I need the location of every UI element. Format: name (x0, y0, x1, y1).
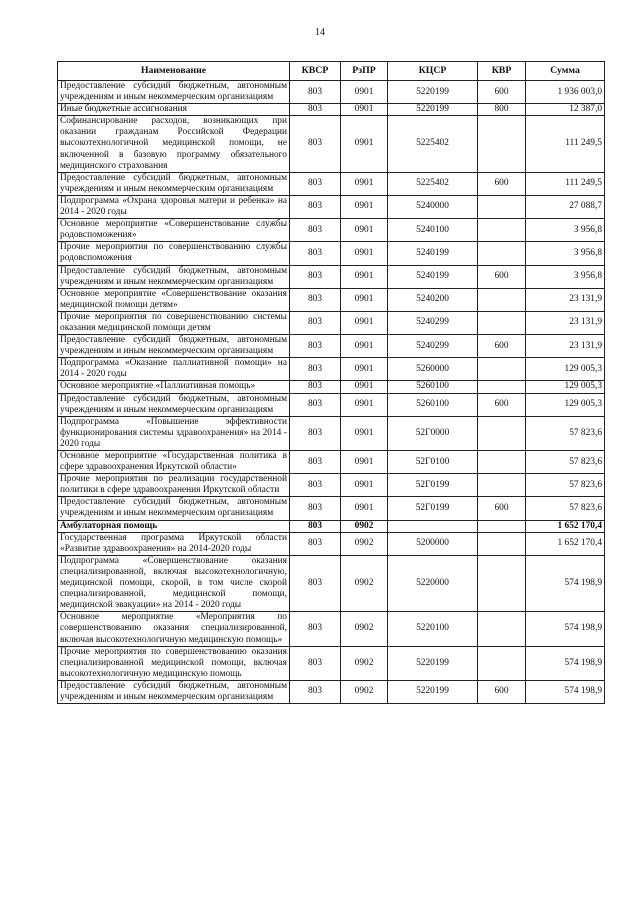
cell-kvsr: 803 (290, 520, 341, 532)
cell-kcsr: 5220000 (388, 555, 478, 611)
header-name: Наименование (58, 62, 290, 81)
cell-name: Прочие мероприятия по совершенствованию системы оказания медицинской помощи детям (58, 311, 290, 334)
cell-kvsr: 803 (290, 646, 341, 680)
cell-kvsr: 803 (290, 416, 341, 450)
cell-kcsr: 5225402 (388, 172, 478, 195)
cell-rzpr: 0902 (341, 520, 388, 532)
cell-kvsr: 803 (290, 612, 341, 646)
table-row (58, 81, 605, 104)
cell-kvr: 600 (478, 265, 526, 288)
cell-rzpr: 0901 (341, 265, 388, 288)
header-kvsr: КВСР (290, 62, 341, 81)
cell-kcsr: 5200000 (388, 532, 478, 555)
table-row (58, 555, 605, 611)
cell-name: Основное мероприятие «Паллиативная помощь» (58, 381, 290, 393)
cell-kvr (478, 646, 526, 680)
cell-sum: 574 198,9 (526, 612, 605, 646)
cell-kvsr: 803 (290, 116, 341, 172)
cell-name: Подпрограмма «Охрана здоровья матери и ребенка» на 2014 - 2020 годы (58, 195, 290, 218)
cell-kcsr: 5240100 (388, 219, 478, 242)
cell-kvsr: 803 (290, 451, 341, 474)
cell-kvsr: 803 (290, 81, 341, 104)
cell-sum: 1 652 170,4 (526, 520, 605, 532)
cell-kcsr: 5240299 (388, 311, 478, 334)
cell-kvr (478, 219, 526, 242)
cell-sum: 23 131,9 (526, 335, 605, 358)
cell-kvsr: 803 (290, 288, 341, 311)
header-rzpr: РзПР (341, 62, 388, 81)
cell-sum: 574 198,9 (526, 555, 605, 611)
cell-rzpr: 0901 (341, 497, 388, 520)
cell-kvr (478, 242, 526, 265)
table-row (58, 393, 605, 416)
cell-name: Основное мероприятие «Государственная политика в сфере здравоохранения Иркутской области» (58, 451, 290, 474)
cell-kcsr: 5240299 (388, 335, 478, 358)
cell-kvr (478, 381, 526, 393)
cell-sum: 3 956,8 (526, 242, 605, 265)
cell-kcsr: 5240000 (388, 195, 478, 218)
cell-rzpr: 0902 (341, 555, 388, 611)
cell-kvsr: 803 (290, 311, 341, 334)
cell-name: Предоставление субсидий бюджетным, автономным учреждениям и иным некоммерческим организациям (58, 81, 290, 104)
cell-rzpr: 0901 (341, 172, 388, 195)
table-row (58, 416, 605, 450)
cell-kvr (478, 451, 526, 474)
cell-name: Предоставление субсидий бюджетным, автономным учреждениям и иным некоммерческим организациям (58, 265, 290, 288)
cell-kcsr: 5220199 (388, 81, 478, 104)
cell-kvsr: 803 (290, 555, 341, 611)
cell-kcsr: 52Г0199 (388, 497, 478, 520)
cell-name: Предоставление субсидий бюджетным, автономным учреждениям и иным некоммерческим организациям (58, 680, 290, 703)
cell-kvr (478, 532, 526, 555)
cell-kvr (478, 116, 526, 172)
cell-rzpr: 0901 (341, 358, 388, 381)
cell-name: Основное мероприятие «Совершенствование оказания медицинской помощи детям» (58, 288, 290, 311)
table-row (58, 172, 605, 195)
table-row (58, 116, 605, 172)
budget-table (57, 61, 605, 704)
cell-rzpr: 0902 (341, 646, 388, 680)
cell-kvsr: 803 (290, 104, 341, 116)
cell-name: Основное мероприятие «Совершенствование службы родовспоможения» (58, 219, 290, 242)
cell-kvsr: 803 (290, 172, 341, 195)
cell-rzpr: 0902 (341, 680, 388, 703)
table-row (58, 680, 605, 703)
cell-kvr (478, 288, 526, 311)
table-row (58, 381, 605, 393)
cell-sum: 111 249,5 (526, 116, 605, 172)
cell-rzpr: 0901 (341, 311, 388, 334)
table-row (58, 311, 605, 334)
cell-name: Прочие мероприятия по реализации государственной политики в сфере здравоохранения Иркутской области (58, 474, 290, 497)
page-number: 14 (315, 27, 325, 38)
cell-rzpr: 0901 (341, 474, 388, 497)
cell-name: Предоставление субсидий бюджетным, автономным учреждениям и иным некоммерческим организациям (58, 335, 290, 358)
cell-rzpr: 0901 (341, 288, 388, 311)
cell-name: Софинансирование расходов, возникающих при оказании гражданам Российской Федерации высокотехнологичной медицинской помощи, не включенной в базовую программу обязательного медицинского страхования (58, 116, 290, 172)
cell-kvr (478, 358, 526, 381)
cell-kvsr: 803 (290, 195, 341, 218)
cell-sum: 57 823,6 (526, 497, 605, 520)
cell-kvsr: 803 (290, 497, 341, 520)
cell-kvsr: 803 (290, 393, 341, 416)
header-kcsr: КЦСР (388, 62, 478, 81)
table-header-row (58, 62, 605, 81)
cell-rzpr: 0902 (341, 532, 388, 555)
table-row (58, 451, 605, 474)
cell-name: Подпрограмма «Повышение эффективности функционирования системы здравоохранения» на 2014 - 2020 годы (58, 416, 290, 450)
cell-kcsr: 5225402 (388, 116, 478, 172)
cell-kvr: 600 (478, 497, 526, 520)
cell-kvr (478, 555, 526, 611)
cell-sum: 23 131,9 (526, 288, 605, 311)
cell-kcsr: 5240199 (388, 265, 478, 288)
cell-kvsr: 803 (290, 242, 341, 265)
table-body (58, 81, 605, 704)
cell-sum: 129 005,3 (526, 393, 605, 416)
cell-name: Подпрограмма «Оказание паллиативной помощи» на 2014 - 2020 годы (58, 358, 290, 381)
cell-name: Подпрограмма «Совершенствование оказания специализированной, включая высокотехнологичную, медицинской помощи, скорой, в том числе скорой специализированной, медицинской помощи, медицинской эвакуации» на 2014 - 2020 годы (58, 555, 290, 611)
cell-kvsr: 803 (290, 358, 341, 381)
cell-rzpr: 0901 (341, 393, 388, 416)
cell-rzpr: 0901 (341, 416, 388, 450)
cell-rzpr: 0901 (341, 219, 388, 242)
cell-sum: 1 652 170,4 (526, 532, 605, 555)
cell-kcsr: 5260000 (388, 358, 478, 381)
cell-sum: 57 823,6 (526, 474, 605, 497)
cell-kvr (478, 311, 526, 334)
cell-kvr (478, 474, 526, 497)
cell-kvsr: 803 (290, 680, 341, 703)
cell-sum: 3 956,8 (526, 265, 605, 288)
cell-name: Иные бюджетные ассигнования (58, 104, 290, 116)
cell-sum: 574 198,9 (526, 680, 605, 703)
cell-kvsr: 803 (290, 219, 341, 242)
table-row (58, 474, 605, 497)
cell-kcsr: 5260100 (388, 381, 478, 393)
cell-sum: 57 823,6 (526, 451, 605, 474)
header-sum: Сумма (526, 62, 605, 81)
cell-kvsr: 803 (290, 474, 341, 497)
cell-sum: 1 936 003,0 (526, 81, 605, 104)
table-row (58, 219, 605, 242)
header-kvr: КВР (478, 62, 526, 81)
cell-rzpr: 0901 (341, 104, 388, 116)
table-row (58, 288, 605, 311)
cell-kvsr: 803 (290, 381, 341, 393)
cell-rzpr: 0901 (341, 381, 388, 393)
table-row (58, 646, 605, 680)
cell-kcsr: 52Г0100 (388, 451, 478, 474)
cell-name: Предоставление субсидий бюджетным, автономным учреждениям и иным некоммерческим организациям (58, 393, 290, 416)
cell-name: Прочие мероприятия по совершенствованию оказания специализированной медицинской помощи, включая высокотехнологичную медицинскую помощь (58, 646, 290, 680)
cell-kvr: 600 (478, 81, 526, 104)
cell-rzpr: 0901 (341, 451, 388, 474)
cell-name: Прочие мероприятия по совершенствованию службы родовспоможения (58, 242, 290, 265)
cell-kvr (478, 520, 526, 532)
cell-kvr (478, 612, 526, 646)
cell-rzpr: 0901 (341, 195, 388, 218)
cell-kcsr: 5220100 (388, 612, 478, 646)
table-row (58, 242, 605, 265)
table-row (58, 497, 605, 520)
cell-sum: 23 131,9 (526, 311, 605, 334)
cell-kcsr: 52Г0000 (388, 416, 478, 450)
table-row (58, 335, 605, 358)
cell-sum: 3 956,8 (526, 219, 605, 242)
cell-kvsr: 803 (290, 265, 341, 288)
table-row (58, 104, 605, 116)
cell-kcsr: 5260100 (388, 393, 478, 416)
cell-sum: 129 005,3 (526, 381, 605, 393)
cell-sum: 574 198,9 (526, 646, 605, 680)
cell-name: Основное мероприятие «Мероприятия по совершенствованию оказания специализированной, включая высокотехнологичную медицинскую помощь» (58, 612, 290, 646)
cell-kcsr: 5220199 (388, 680, 478, 703)
cell-kvr: 600 (478, 172, 526, 195)
cell-name: Амбулаторная помощь (58, 520, 290, 532)
cell-kcsr (388, 520, 478, 532)
cell-rzpr: 0901 (341, 116, 388, 172)
cell-kvsr: 803 (290, 532, 341, 555)
cell-kvr: 600 (478, 680, 526, 703)
cell-kvsr: 803 (290, 335, 341, 358)
cell-name: Государственная программа Иркутской области «Развитие здравоохранения» на 2014-2020 годы (58, 532, 290, 555)
table-row (58, 532, 605, 555)
cell-name: Предоставление субсидий бюджетным, автономным учреждениям и иным некоммерческим организациям (58, 497, 290, 520)
cell-rzpr: 0902 (341, 612, 388, 646)
cell-kvr: 600 (478, 335, 526, 358)
cell-sum: 27 088,7 (526, 195, 605, 218)
cell-kvr: 600 (478, 393, 526, 416)
cell-sum: 57 823,6 (526, 416, 605, 450)
table-row (58, 195, 605, 218)
cell-rzpr: 0901 (341, 242, 388, 265)
cell-rzpr: 0901 (341, 335, 388, 358)
cell-kcsr: 52Г0199 (388, 474, 478, 497)
cell-kcsr: 5240200 (388, 288, 478, 311)
cell-kcsr: 5240199 (388, 242, 478, 265)
table-row (58, 265, 605, 288)
cell-name: Предоставление субсидий бюджетным, автономным учреждениям и иным некоммерческим организациям (58, 172, 290, 195)
cell-sum: 12 387,0 (526, 104, 605, 116)
table-row (58, 358, 605, 381)
table-row (58, 612, 605, 646)
cell-kcsr: 5220199 (388, 104, 478, 116)
cell-rzpr: 0901 (341, 81, 388, 104)
cell-kvr (478, 416, 526, 450)
cell-kcsr: 5220199 (388, 646, 478, 680)
cell-sum: 129 005,3 (526, 358, 605, 381)
cell-kvr: 800 (478, 104, 526, 116)
cell-kvr (478, 195, 526, 218)
cell-sum: 111 249,5 (526, 172, 605, 195)
table-row (58, 520, 605, 532)
